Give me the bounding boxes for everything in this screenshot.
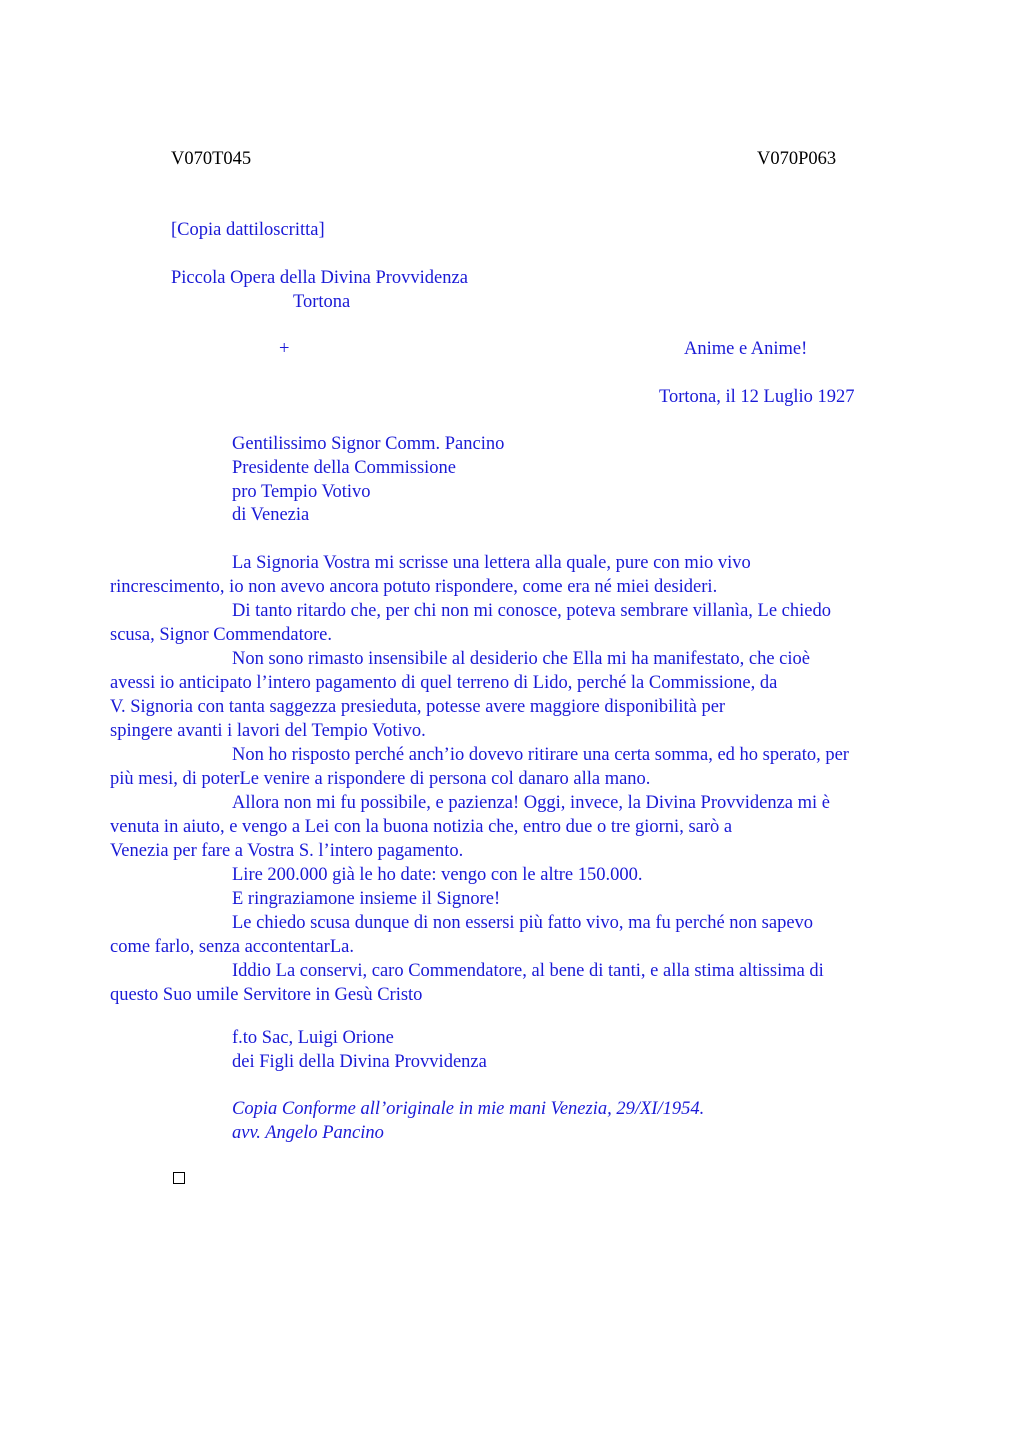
body-line: Lire 200.000 già le ho date: vengo con le altre 150.000.: [232, 865, 643, 885]
body-paragraph: [110, 647, 931, 743]
body-line: La Signoria Vostra mi scrisse una lettera alla quale, pure con mio vivo: [232, 553, 751, 573]
letterhead-org-name: Piccola Opera della Divina Provvidenza: [171, 268, 468, 288]
signature-name: f.to Sac, Luigi Orione: [232, 1028, 394, 1048]
addressee-line: Gentilissimo Signor Comm. Pancino: [232, 434, 505, 454]
body-paragraph: [110, 743, 931, 791]
body-line: rincrescimento, io non avevo ancora potuto rispondere, come era né miei desideri.: [110, 577, 718, 597]
body-line: venuta in aiuto, e vengo a Lei con la buona notizia che, entro due o tre giorni, sarò a: [110, 817, 733, 837]
body-line: Venezia per fare a Vostra S. l’intero pagamento.: [110, 841, 464, 861]
conformity-signer: avv. Angelo Pancino: [232, 1123, 384, 1143]
body-line: questo Suo umile Servitore in Gesù Cristo: [110, 985, 423, 1005]
body-paragraph: [110, 911, 931, 959]
end-box-glyph: [173, 1172, 185, 1184]
body-line: scusa, Signor Commendatore.: [110, 625, 332, 645]
copy-note: [Copia dattiloscritta]: [171, 220, 325, 240]
body-paragraph: [110, 599, 931, 647]
cross-mark: +: [279, 339, 290, 359]
letter-body: [110, 551, 931, 1007]
body-line: Le chiedo scusa dunque di non essersi più fatto vivo, ma fu perché non sapevo: [232, 913, 814, 933]
body-paragraph: [171, 863, 931, 887]
body-line: Iddio La conservi, caro Commendatore, al bene di tanti, e alla stima altissima di: [232, 961, 824, 981]
body-paragraph: [110, 791, 931, 863]
body-paragraph: [171, 887, 931, 911]
document-id-left: V070T045: [171, 149, 252, 169]
body-line: Non sono rimasto insensibile al desiderio che Ella mi ha manifestato, che cioè: [232, 649, 810, 669]
body-line: come farlo, senza accontentarLa.: [110, 937, 354, 957]
body-line: V. Signoria con tanta saggezza presieduta, potesse avere maggiore disponibilità per: [110, 697, 726, 717]
body-line: Allora non mi fu possibile, e pazienza! Oggi, invece, la Divina Provvidenza mi è: [232, 793, 830, 813]
body-line: Di tanto ritardo che, per chi non mi conosce, poteva sembrare villanìa, Le chiedo: [232, 601, 831, 621]
addressee-line: Presidente della Commissione: [232, 458, 457, 478]
body-line: avessi io anticipato l’intero pagamento di quel terreno di Lido, perché la Commissione, da: [110, 673, 778, 693]
addressee-line: pro Tempio Votivo: [232, 482, 371, 502]
body-paragraph: [110, 551, 931, 599]
signature-congregation: dei Figli della Divina Provvidenza: [232, 1052, 487, 1072]
addressee-line: di Venezia: [232, 505, 310, 525]
body-line: E ringraziamone insieme il Signore!: [232, 889, 501, 909]
body-line: Non ho risposto perché anch’io dovevo ritirare una certa somma, ed ho sperato, per: [232, 745, 849, 765]
letterhead-motto: Anime e Anime!: [684, 339, 808, 359]
document-id-right: V070P063: [757, 149, 837, 169]
letterhead-org-city: Tortona: [293, 292, 351, 312]
letter-date: Tortona, il 12 Luglio 1927: [659, 387, 855, 407]
body-paragraph: [110, 959, 931, 1007]
body-line: più mesi, di poterLe venire a rispondere di persona col danaro alla mano.: [110, 769, 651, 789]
conformity-note: Copia Conforme all’originale in mie mani Venezia, 29/XI/1954.: [232, 1099, 705, 1119]
body-line: spingere avanti i lavori del Tempio Votivo.: [110, 721, 426, 741]
